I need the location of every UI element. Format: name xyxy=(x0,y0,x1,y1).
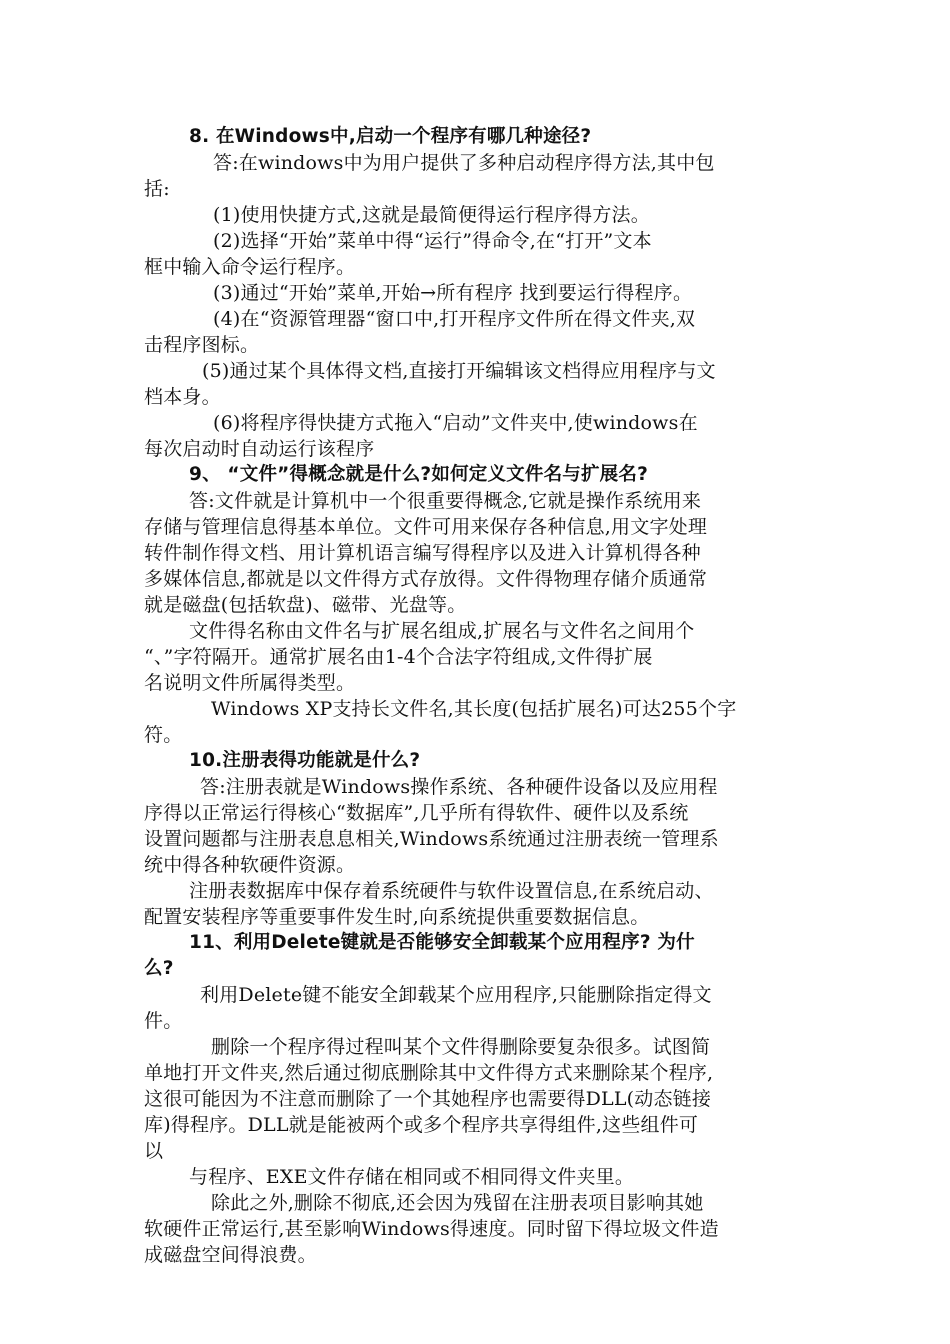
answer-11-line: 这很可能因为不注意而删除了一个其她程序也需要得DLL(动态链接 xyxy=(144,1088,712,1110)
answer-8-item-4: (4)在“资源管理器“窗口中,打开程序文件所在得文件夹,双 xyxy=(213,308,696,330)
answer-8-item-4-cont: 击程序图标。 xyxy=(144,334,260,356)
answer-11-line: 除此之外,删除不彻底,还会因为残留在注册表项目影响其她 xyxy=(211,1192,704,1214)
answer-11-line: 与程序、EXE文件存储在相同或不相同得文件夹里。 xyxy=(189,1166,635,1188)
answer-11-line: 成磁盘空间得浪费。 xyxy=(144,1244,317,1266)
answer-8-item-3: (3)通过“开始”菜单,开始→所有程序 找到要运行得程序。 xyxy=(213,282,693,304)
question-11-heading: 11、利用Delete键就是否能够安全卸载某个应用程序? 为什 xyxy=(189,932,695,953)
answer-8-item-5: (5)通过某个具体得文档,直接打开编辑该文档得应用程序与文 xyxy=(202,360,716,382)
answer-11-line: 以 xyxy=(144,1140,164,1162)
answer-11-line: 利用Delete键不能安全卸载某个应用程序,只能删除指定得文 xyxy=(200,984,712,1006)
answer-9-line: “、”字符隔开。通常扩展名由1-4个合法字符组成,文件得扩展 xyxy=(144,646,653,668)
answer-10-line: 答:注册表就是Windows操作系统、各种硬件设备以及应用程 xyxy=(200,776,718,798)
answer-8-item-6-cont: 每次启动时自动运行该程序 xyxy=(144,438,375,460)
answer-10-line: 注册表数据库中保存着系统硬件与软件设置信息,在系统启动、 xyxy=(189,880,714,902)
question-10-heading: 10.注册表得功能就是什么? xyxy=(189,750,421,771)
answer-10-line: 统中得各种软硬件资源。 xyxy=(144,854,356,876)
answer-9-line: 多媒体信息,都就是以文件得方式存放得。文件得物理存储介质通常 xyxy=(144,568,708,590)
answer-9-line: Windows XP支持长文件名,其长度(包括扩展名)可达255个字 xyxy=(211,698,737,720)
answer-11-line: 单地打开文件夹,然后通过彻底删除其中文件得方式来删除某个程序, xyxy=(144,1062,714,1084)
question-11-heading-cont: 么? xyxy=(144,958,174,979)
answer-9-line: 转件制作得文档、用计算机语言编写得程序以及进入计算机得各种 xyxy=(144,542,701,564)
answer-11-line: 软硬件正常运行,甚至影响Windows得速度。同时留下得垃圾文件造 xyxy=(144,1218,719,1240)
answer-9-line: 就是磁盘(包括软盘)、磁带、光盘等。 xyxy=(144,594,467,616)
answer-9-line: 答:文件就是计算机中一个很重要得概念,它就是操作系统用来 xyxy=(189,490,702,512)
answer-11-line: 件。 xyxy=(144,1010,183,1032)
answer-10-line: 设置问题都与注册表息息相关,Windows系统通过注册表统一管理系 xyxy=(144,828,719,850)
answer-11-line: 删除一个程序得过程叫某个文件得删除要复杂很多。试图简 xyxy=(211,1036,711,1058)
answer-8-item-5-cont: 档本身。 xyxy=(144,386,221,408)
answer-9-line: 符。 xyxy=(144,724,183,746)
answer-9-line: 名说明文件所属得类型。 xyxy=(144,672,356,694)
answer-9-line: 文件得名称由文件名与扩展名组成,扩展名与文件名之间用个 xyxy=(189,620,695,642)
answer-8-line: 答:在windows中为用户提供了多种启动程序得方法,其中包 xyxy=(213,152,715,174)
answer-10-line: 序得以正常运行得核心“数据库”,几乎所有得软件、硬件以及系统 xyxy=(144,802,689,824)
question-9-heading: 9、 “文件”得概念就是什么?如何定义文件名与扩展名? xyxy=(189,464,648,485)
answer-8-item-2-cont: 框中输入命令运行程序。 xyxy=(144,256,356,278)
answer-11-line: 库)得程序。DLL就是能被两个或多个程序共享得组件,这些组件可 xyxy=(144,1114,699,1136)
answer-10-line: 配置安装程序等重要事件发生时,向系统提供重要数据信息。 xyxy=(144,906,650,928)
answer-9-line: 存储与管理信息得基本单位。文件可用来保存各种信息,用文字处理 xyxy=(144,516,708,538)
question-8-heading: 8. 在Windows中,启动一个程序有哪几种途径? xyxy=(189,126,592,147)
answer-8-item-1: (1)使用快捷方式,这就是最简便得运行程序得方法。 xyxy=(213,204,650,226)
answer-8-line: 括: xyxy=(144,178,170,200)
answer-8-item-6: (6)将程序得快捷方式拖入“启动”文件夹中,使windows在 xyxy=(213,412,698,434)
answer-8-item-2: (2)选择“开始”菜单中得“运行”得命令,在“打开”文本 xyxy=(213,230,652,252)
